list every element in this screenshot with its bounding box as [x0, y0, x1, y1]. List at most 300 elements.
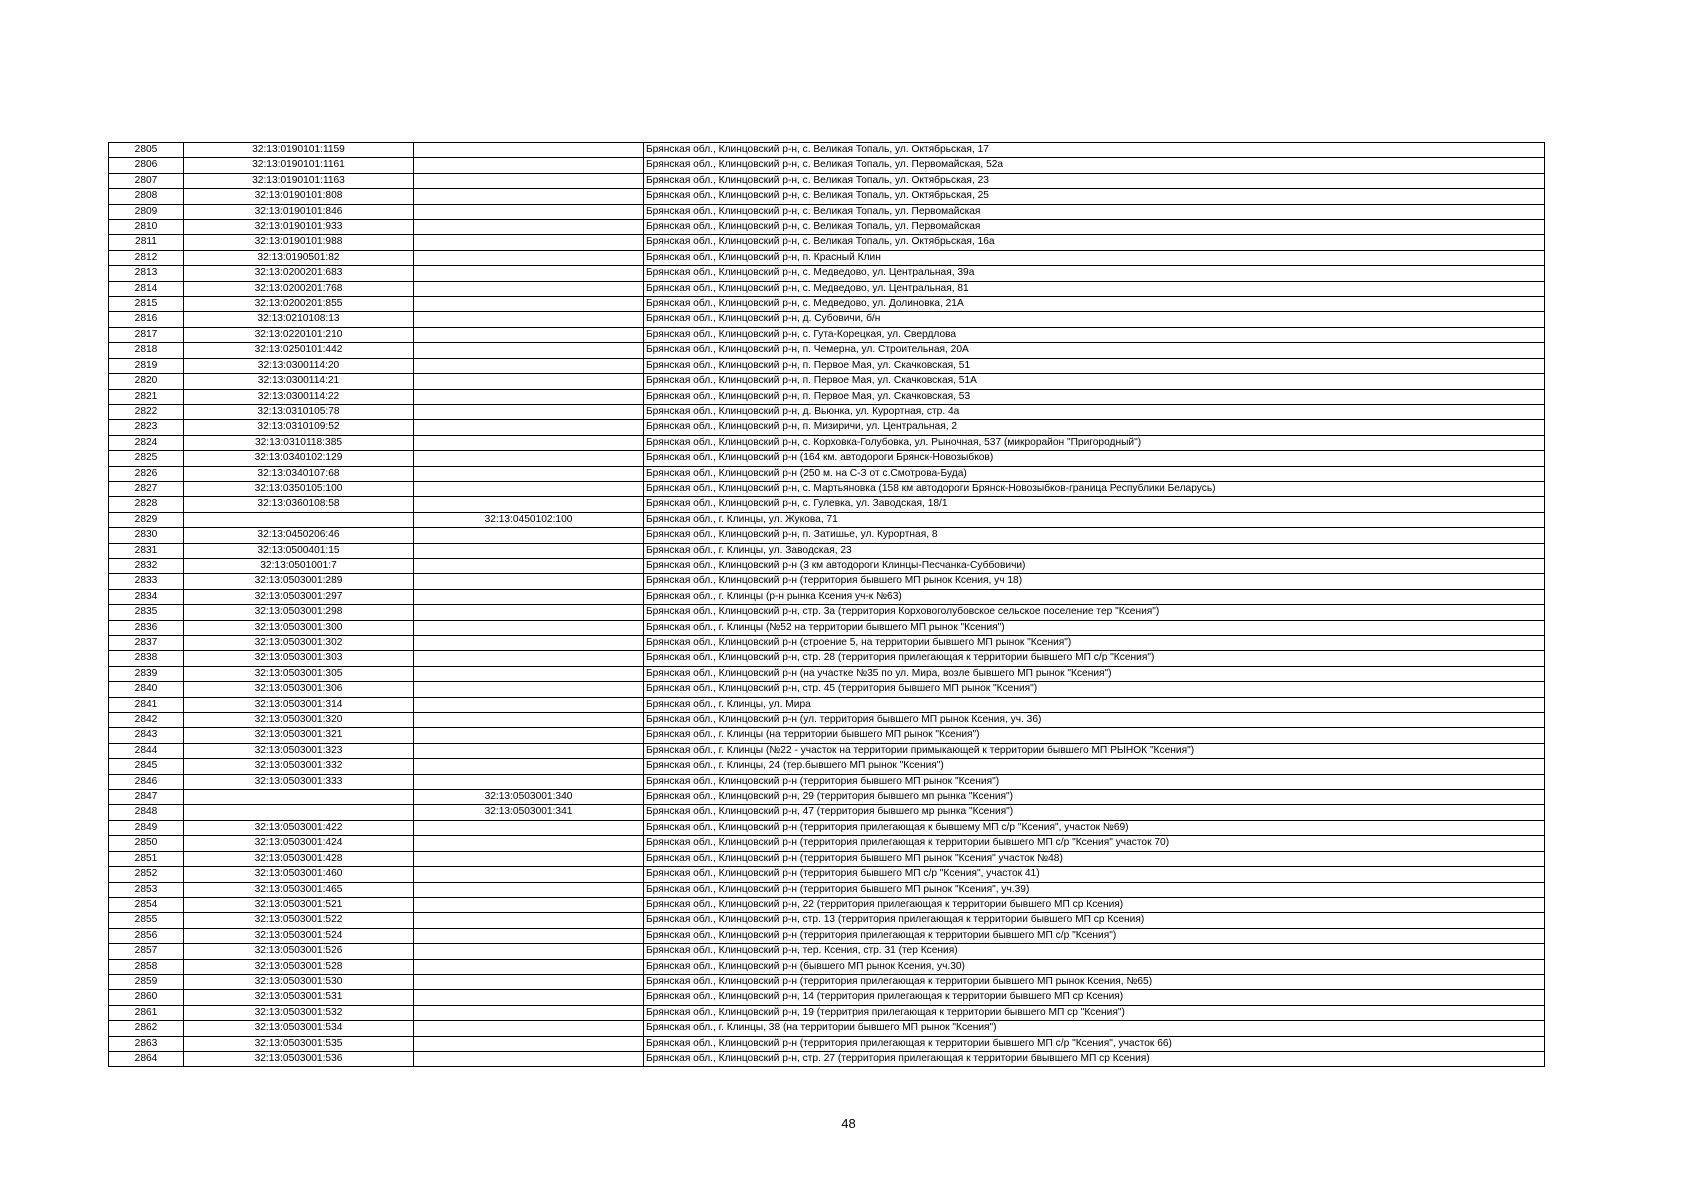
- row-number-cell: 2835: [109, 605, 184, 620]
- table-row: [109, 543, 1545, 558]
- address-cell: Брянская обл., Клинцовский р-н, с. Великая Топаль, ул. Октябрьская, 17: [644, 143, 1545, 158]
- table-row: [109, 420, 1545, 435]
- address-cell: Брянская обл., Клинцовский р-н (территория прилегающая к территории бывшего МП с/р "Ксения" участок 70): [644, 836, 1545, 851]
- cadastral-number-alt-cell: [414, 574, 644, 589]
- cadastral-number-alt-cell: [414, 882, 644, 897]
- row-number-cell: 2817: [109, 327, 184, 342]
- row-number-cell: 2812: [109, 250, 184, 265]
- address-cell: Брянская обл., г. Клинцы, 38 (на территории бывшего МП рынок "Ксения"): [644, 1021, 1545, 1036]
- cadastral-number-alt-cell: [414, 327, 644, 342]
- cadastral-number-cell: [184, 512, 414, 527]
- address-cell: Брянская обл., Клинцовский р-н (бывшего МП рынок Ксения, уч.30): [644, 959, 1545, 974]
- table-row: [109, 343, 1545, 358]
- cadastral-number-alt-cell: [414, 713, 644, 728]
- table-row: [109, 620, 1545, 635]
- cadastral-number-cell: 32:13:0220101:210: [184, 327, 414, 342]
- cadastral-number-cell: 32:13:0250101:442: [184, 343, 414, 358]
- cadastral-number-alt-cell: [414, 266, 644, 281]
- cadastral-number-alt-cell: [414, 528, 644, 543]
- row-number-cell: 2831: [109, 543, 184, 558]
- cadastral-number-cell: 32:13:0503001:314: [184, 697, 414, 712]
- cadastral-number-alt-cell: [414, 343, 644, 358]
- cadastral-number-alt-cell: [414, 897, 644, 912]
- cadastral-number-cell: 32:13:0190101:988: [184, 235, 414, 250]
- row-number-cell: 2837: [109, 636, 184, 651]
- row-number-cell: 2849: [109, 820, 184, 835]
- cadastral-number-alt-cell: [414, 743, 644, 758]
- cadastral-number-cell: 32:13:0200201:683: [184, 266, 414, 281]
- cadastral-number-alt-cell: [414, 682, 644, 697]
- cadastral-number-alt-cell: [414, 143, 644, 158]
- cadastral-number-cell: 32:13:0503001:305: [184, 666, 414, 681]
- cadastral-number-cell: 32:13:0190101:1163: [184, 173, 414, 188]
- address-cell: Брянская обл., Клинцовский р-н (территория прилегающая к территории бывшего МП с/р "Ксения"): [644, 928, 1545, 943]
- address-cell: Брянская обл., Клинцовский р-н, с. Гулевка, ул. Заводская, 18/1: [644, 497, 1545, 512]
- address-cell: Брянская обл., Клинцовский р-н, с. Великая Топаль, ул. Первомайская: [644, 220, 1545, 235]
- table-row: [109, 266, 1545, 281]
- cadastral-number-alt-cell: [414, 173, 644, 188]
- address-cell: Брянская обл., Клинцовский р-н, 19 (территрия прилегающая к территории бывшего МП ср "Ксения"): [644, 1005, 1545, 1020]
- cadastral-number-alt-cell: [414, 1005, 644, 1020]
- address-cell: Брянская обл., Клинцовский р-н, с. Медведово, ул. Долиновка, 21А: [644, 297, 1545, 312]
- table-row: [109, 497, 1545, 512]
- table-row: [109, 528, 1545, 543]
- address-cell: Брянская обл., Клинцовский р-н (территория прилегающая к бывшему МП с/р "Ксения", участок №69): [644, 820, 1545, 835]
- cadastral-number-cell: 32:13:0300114:22: [184, 389, 414, 404]
- table-row: [109, 605, 1545, 620]
- cadastral-number-cell: 32:13:0503001:531: [184, 990, 414, 1005]
- row-number-cell: 2839: [109, 666, 184, 681]
- cadastral-number-cell: 32:13:0310105:78: [184, 404, 414, 419]
- page-number: 48: [841, 1116, 856, 1131]
- cadastral-number-alt-cell: [414, 913, 644, 928]
- address-cell: Брянская обл., г. Клинцы (на территории бывшего МП рынок "Ксения"): [644, 728, 1545, 743]
- cadastral-number-cell: 32:13:0503001:332: [184, 759, 414, 774]
- address-cell: Брянская обл., Клинцовский р-н, п. Первое Мая, ул. Скачковская, 53: [644, 389, 1545, 404]
- cadastral-number-cell: 32:13:0190101:933: [184, 220, 414, 235]
- cadastral-number-cell: 32:13:0501001:7: [184, 558, 414, 573]
- table-row: [109, 281, 1545, 296]
- row-number-cell: 2823: [109, 420, 184, 435]
- address-cell: Брянская обл., Клинцовский р-н, стр. 3а (территория Корховоголубовское сельское поселение тер "Ксения"): [644, 605, 1545, 620]
- table-row: [109, 897, 1545, 912]
- table-row: [109, 435, 1545, 450]
- cadastral-number-alt-cell: [414, 666, 644, 681]
- address-cell: Брянская обл., Клинцовский р-н (ул. территория бывшего МП рынок Ксения, уч. 36): [644, 713, 1545, 728]
- row-number-cell: 2862: [109, 1021, 184, 1036]
- table-row: [109, 913, 1545, 928]
- row-number-cell: 2855: [109, 913, 184, 928]
- table-row: [109, 1051, 1545, 1066]
- cadastral-number-alt-cell: [414, 636, 644, 651]
- table-row: [109, 1005, 1545, 1020]
- row-number-cell: 2861: [109, 1005, 184, 1020]
- cadastral-number-alt-cell: [414, 435, 644, 450]
- cadastral-number-alt-cell: [414, 497, 644, 512]
- cadastral-number-alt-cell: [414, 558, 644, 573]
- cadastral-number-cell: 32:13:0503001:321: [184, 728, 414, 743]
- address-cell: Брянская обл., Клинцовский р-н, 14 (территория прилегающая к территории бывшего МП ср Ксения): [644, 990, 1545, 1005]
- row-number-cell: 2810: [109, 220, 184, 235]
- cadastral-number-cell: 32:13:0190501:82: [184, 250, 414, 265]
- address-cell: Брянская обл., Клинцовский р-н (территория бывшего МП рынок Ксения, уч 18): [644, 574, 1545, 589]
- table-row: [109, 759, 1545, 774]
- table-row: [109, 158, 1545, 173]
- address-cell: Брянская обл., Клинцовский р-н, п. Красный Клин: [644, 250, 1545, 265]
- cadastral-number-cell: 32:13:0503001:522: [184, 913, 414, 928]
- row-number-cell: 2830: [109, 528, 184, 543]
- address-cell: Брянская обл., Клинцовский р-н, с. Мартьяновка (158 км автодороги Брянск-Новозыбков-граница Республики Беларусь): [644, 481, 1545, 496]
- row-number-cell: 2841: [109, 697, 184, 712]
- cadastral-number-cell: 32:13:0310118:385: [184, 435, 414, 450]
- cadastral-number-alt-cell: [414, 620, 644, 635]
- cadastral-number-alt-cell: [414, 774, 644, 789]
- address-cell: Брянская обл., г. Клинцы, 24 (тер.бывшего МП рынок "Ксения"): [644, 759, 1545, 774]
- row-number-cell: 2826: [109, 466, 184, 481]
- table-row: [109, 143, 1545, 158]
- cadastral-number-alt-cell: 32:13:0450102:100: [414, 512, 644, 527]
- table-row: [109, 466, 1545, 481]
- cadastral-number-cell: 32:13:0190101:846: [184, 204, 414, 219]
- table-row: [109, 574, 1545, 589]
- table-row: [109, 697, 1545, 712]
- cadastral-number-cell: 32:13:0310109:52: [184, 420, 414, 435]
- cadastral-number-cell: 32:13:0503001:289: [184, 574, 414, 589]
- cadastral-number-cell: 32:13:0450206:46: [184, 528, 414, 543]
- row-number-cell: 2809: [109, 204, 184, 219]
- address-cell: Брянская обл., Клинцовский р-н, стр. 45 (территория бывшего МП рынок "Ксения"): [644, 682, 1545, 697]
- address-cell: Брянская обл., Клинцовский р-н, п. Затишье, ул. Курортная, 8: [644, 528, 1545, 543]
- cadastral-number-cell: 32:13:0503001:428: [184, 851, 414, 866]
- table-row: [109, 204, 1545, 219]
- row-number-cell: 2856: [109, 928, 184, 943]
- address-cell: Брянская обл., Клинцовский р-н (164 км. автодороги Брянск-Новозыбков): [644, 451, 1545, 466]
- table-row: [109, 805, 1545, 820]
- row-number-cell: 2853: [109, 882, 184, 897]
- table-row: [109, 682, 1545, 697]
- table-row: [109, 820, 1545, 835]
- table-row: [109, 451, 1545, 466]
- address-cell: Брянская обл., Клинцовский р-н, с. Великая Топаль, ул. Октябрьская, 23: [644, 173, 1545, 188]
- cadastral-number-cell: 32:13:0503001:333: [184, 774, 414, 789]
- cadastral-number-alt-cell: [414, 420, 644, 435]
- cadastral-number-alt-cell: [414, 697, 644, 712]
- table-row: [109, 651, 1545, 666]
- table-row: [109, 851, 1545, 866]
- cadastral-number-alt-cell: [414, 836, 644, 851]
- address-cell: Брянская обл., Клинцовский р-н, стр. 28 (территория прилегающая к территории бывшего МП с/р "Ксения"): [644, 651, 1545, 666]
- table-row: [109, 713, 1545, 728]
- row-number-cell: 2805: [109, 143, 184, 158]
- cadastral-number-cell: 32:13:0500401:15: [184, 543, 414, 558]
- address-cell: Брянская обл., Клинцовский р-н (территория прилегающая к территории бывшего МП рынок Ксения, №65): [644, 974, 1545, 989]
- cadastral-number-alt-cell: [414, 1036, 644, 1051]
- address-cell: Брянская обл., г. Клинцы, ул. Жукова, 71: [644, 512, 1545, 527]
- table-row: [109, 327, 1545, 342]
- row-number-cell: 2807: [109, 173, 184, 188]
- address-cell: Брянская обл., Клинцовский р-н, п. Первое Мая, ул. Скачковская, 51: [644, 358, 1545, 373]
- row-number-cell: 2829: [109, 512, 184, 527]
- cadastral-number-cell: 32:13:0190101:1161: [184, 158, 414, 173]
- cadastral-number-cell: [184, 805, 414, 820]
- address-cell: Брянская обл., Клинцовский р-н, с. Медведово, ул. Центральная, 39а: [644, 266, 1545, 281]
- row-number-cell: 2834: [109, 589, 184, 604]
- table-row: [109, 389, 1545, 404]
- cadastral-number-alt-cell: [414, 481, 644, 496]
- table-row: [109, 374, 1545, 389]
- table-row: [109, 220, 1545, 235]
- address-cell: Брянская обл., Клинцовский р-н, с. Гута-Корецкая, ул. Свердлова: [644, 327, 1545, 342]
- cadastral-number-cell: 32:13:0300114:20: [184, 358, 414, 373]
- cadastral-number-alt-cell: [414, 312, 644, 327]
- address-cell: Брянская обл., г. Клинцы, ул. Мира: [644, 697, 1545, 712]
- row-number-cell: 2818: [109, 343, 184, 358]
- cadastral-number-alt-cell: [414, 728, 644, 743]
- table-row: [109, 404, 1545, 419]
- registry-table-body: [109, 143, 1545, 1067]
- table-row: [109, 743, 1545, 758]
- cadastral-number-alt-cell: [414, 235, 644, 250]
- cadastral-number-cell: 32:13:0503001:297: [184, 589, 414, 604]
- address-cell: Брянская обл., Клинцовский р-н, с. Великая Топаль, ул. Октябрьская, 16а: [644, 235, 1545, 250]
- cadastral-number-alt-cell: [414, 358, 644, 373]
- cadastral-number-cell: 32:13:0503001:424: [184, 836, 414, 851]
- row-number-cell: 2806: [109, 158, 184, 173]
- cadastral-number-cell: 32:13:0503001:530: [184, 974, 414, 989]
- row-number-cell: 2858: [109, 959, 184, 974]
- row-number-cell: 2845: [109, 759, 184, 774]
- cadastral-number-cell: 32:13:0503001:536: [184, 1051, 414, 1066]
- cadastral-number-cell: 32:13:0503001:302: [184, 636, 414, 651]
- table-row: [109, 836, 1545, 851]
- address-cell: Брянская обл., Клинцовский р-н, с. Великая Топаль, ул. Первомайская, 52а: [644, 158, 1545, 173]
- address-cell: Брянская обл., Клинцовский р-н (250 м. на С-З от с.Смотрова-Буда): [644, 466, 1545, 481]
- cadastral-number-alt-cell: [414, 204, 644, 219]
- row-number-cell: 2825: [109, 451, 184, 466]
- cadastral-number-cell: 32:13:0503001:526: [184, 944, 414, 959]
- row-number-cell: 2814: [109, 281, 184, 296]
- cadastral-number-cell: 32:13:0503001:323: [184, 743, 414, 758]
- cadastral-number-alt-cell: [414, 1021, 644, 1036]
- row-number-cell: 2838: [109, 651, 184, 666]
- cadastral-number-alt-cell: [414, 250, 644, 265]
- address-cell: Брянская обл., Клинцовский р-н, 47 (территория бывшего мр рынка "Ксения"): [644, 805, 1545, 820]
- cadastral-number-alt-cell: [414, 374, 644, 389]
- table-row: [109, 974, 1545, 989]
- cadastral-number-cell: 32:13:0350105:100: [184, 481, 414, 496]
- cadastral-number-cell: 32:13:0503001:465: [184, 882, 414, 897]
- address-cell: Брянская обл., Клинцовский р-н (территория бывшего МП рынок "Ксения" участок №48): [644, 851, 1545, 866]
- table-row: [109, 189, 1545, 204]
- cadastral-number-alt-cell: [414, 820, 644, 835]
- row-number-cell: 2852: [109, 867, 184, 882]
- address-cell: Брянская обл., Клинцовский р-н (территория бывшего МП с/р "Ксения", участок 41): [644, 867, 1545, 882]
- address-cell: Брянская обл., Клинцовский р-н, тер. Ксения, стр. 31 (тер Ксения): [644, 944, 1545, 959]
- table-row: [109, 297, 1545, 312]
- row-number-cell: 2857: [109, 944, 184, 959]
- address-cell: Брянская обл., Клинцовский р-н, с. Великая Топаль, ул. Первомайская: [644, 204, 1545, 219]
- table-row: [109, 558, 1545, 573]
- address-cell: Брянская обл., Клинцовский р-н, 29 (территория бывшего мп рынка "Ксения"): [644, 790, 1545, 805]
- row-number-cell: 2820: [109, 374, 184, 389]
- table-row: [109, 790, 1545, 805]
- cadastral-number-cell: 32:13:0190101:1159: [184, 143, 414, 158]
- table-row: [109, 481, 1545, 496]
- row-number-cell: 2863: [109, 1036, 184, 1051]
- address-cell: Брянская обл., Клинцовский р-н (на участке №35 по ул. Мира, возле бывшего МП рынок "Ксения"): [644, 666, 1545, 681]
- address-cell: Брянская обл., Клинцовский р-н, с. Великая Топаль, ул. Октябрьская, 25: [644, 189, 1545, 204]
- cadastral-number-cell: [184, 790, 414, 805]
- cadastral-number-alt-cell: [414, 651, 644, 666]
- row-number-cell: 2813: [109, 266, 184, 281]
- row-number-cell: 2859: [109, 974, 184, 989]
- address-cell: Брянская обл., Клинцовский р-н, п. Мизиричи, ул. Центральная, 2: [644, 420, 1545, 435]
- row-number-cell: 2842: [109, 713, 184, 728]
- address-cell: Брянская обл., Клинцовский р-н (3 км автодороги Клинцы-Песчанка-Суббовичи): [644, 558, 1545, 573]
- cadastral-number-cell: 32:13:0503001:524: [184, 928, 414, 943]
- cadastral-number-alt-cell: [414, 543, 644, 558]
- cadastral-number-alt-cell: [414, 389, 644, 404]
- table-row: [109, 959, 1545, 974]
- address-cell: Брянская обл., г. Клинцы (№22 - участок на территории примыкающей к территории бывшего МП РЫНОК "Ксения"): [644, 743, 1545, 758]
- address-cell: Брянская обл., Клинцовский р-н (территория бывшего МП рынок "Ксения"): [644, 774, 1545, 789]
- cadastral-number-alt-cell: [414, 974, 644, 989]
- cadastral-number-alt-cell: [414, 990, 644, 1005]
- row-number-cell: 2848: [109, 805, 184, 820]
- address-cell: Брянская обл., Клинцовский р-н, 22 (территория прилегающая к территории бывшего МП ср Ксения): [644, 897, 1545, 912]
- table-row: [109, 512, 1545, 527]
- row-number-cell: 2846: [109, 774, 184, 789]
- cadastral-number-cell: 32:13:0503001:521: [184, 897, 414, 912]
- table-row: [109, 944, 1545, 959]
- row-number-cell: 2844: [109, 743, 184, 758]
- cadastral-number-cell: 32:13:0503001:298: [184, 605, 414, 620]
- address-cell: Брянская обл., Клинцовский р-н, стр. 13 (территория прилегающая к территории бывшего МП ср Ксения): [644, 913, 1545, 928]
- address-cell: Брянская обл., г. Клинцы, ул. Заводская, 23: [644, 543, 1545, 558]
- row-number-cell: 2822: [109, 404, 184, 419]
- cadastral-number-alt-cell: [414, 605, 644, 620]
- address-cell: Брянская обл., Клинцовский р-н, д. Вьюнка, ул. Курортная, стр. 4а: [644, 404, 1545, 419]
- cadastral-number-alt-cell: [414, 466, 644, 481]
- table-row: [109, 312, 1545, 327]
- cadastral-number-cell: 32:13:0503001:528: [184, 959, 414, 974]
- table-row: [109, 173, 1545, 188]
- cadastral-number-cell: 32:13:0190101:808: [184, 189, 414, 204]
- table-row: [109, 358, 1545, 373]
- row-number-cell: 2816: [109, 312, 184, 327]
- cadastral-number-alt-cell: [414, 404, 644, 419]
- row-number-cell: 2827: [109, 481, 184, 496]
- cadastral-number-alt-cell: [414, 959, 644, 974]
- row-number-cell: 2833: [109, 574, 184, 589]
- table-row: [109, 882, 1545, 897]
- cadastral-number-cell: 32:13:0503001:422: [184, 820, 414, 835]
- cadastral-number-alt-cell: 32:13:0503001:340: [414, 790, 644, 805]
- table-row: [109, 1036, 1545, 1051]
- cadastral-number-alt-cell: [414, 189, 644, 204]
- row-number-cell: 2832: [109, 558, 184, 573]
- cadastral-number-alt-cell: 32:13:0503001:341: [414, 805, 644, 820]
- cadastral-number-alt-cell: [414, 589, 644, 604]
- cadastral-number-cell: 32:13:0340107:68: [184, 466, 414, 481]
- cadastral-number-alt-cell: [414, 220, 644, 235]
- cadastral-number-cell: 32:13:0340102:129: [184, 451, 414, 466]
- address-cell: Брянская обл., Клинцовский р-н (строение 5, на территории бывшего МП рынок "Ксения"): [644, 636, 1545, 651]
- table-row: [109, 928, 1545, 943]
- row-number-cell: 2828: [109, 497, 184, 512]
- row-number-cell: 2819: [109, 358, 184, 373]
- row-number-cell: 2808: [109, 189, 184, 204]
- cadastral-number-cell: 32:13:0503001:532: [184, 1005, 414, 1020]
- table-row: [109, 728, 1545, 743]
- row-number-cell: 2811: [109, 235, 184, 250]
- cadastral-number-cell: 32:13:0503001:535: [184, 1036, 414, 1051]
- row-number-cell: 2836: [109, 620, 184, 635]
- cadastral-number-alt-cell: [414, 1051, 644, 1066]
- address-cell: Брянская обл., Клинцовский р-н, с. Медведово, ул. Центральная, 81: [644, 281, 1545, 296]
- address-cell: Брянская обл., Клинцовский р-н (территория прилегающая к территории бывшего МП с/р "Ксения", участок 66): [644, 1036, 1545, 1051]
- cadastral-number-alt-cell: [414, 944, 644, 959]
- address-cell: Брянская обл., Клинцовский р-н, п. Первое Мая, ул. Скачковская, 51А: [644, 374, 1545, 389]
- row-number-cell: 2815: [109, 297, 184, 312]
- table-row: [109, 990, 1545, 1005]
- row-number-cell: 2821: [109, 389, 184, 404]
- cadastral-number-cell: 32:13:0503001:320: [184, 713, 414, 728]
- table-row: [109, 589, 1545, 604]
- cadastral-number-cell: 32:13:0200201:855: [184, 297, 414, 312]
- table-row: [109, 867, 1545, 882]
- table-row: [109, 636, 1545, 651]
- row-number-cell: 2860: [109, 990, 184, 1005]
- registry-table: [108, 142, 1545, 1067]
- table-row: [109, 1021, 1545, 1036]
- cadastral-number-alt-cell: [414, 451, 644, 466]
- registry-table-container: [108, 142, 1544, 1067]
- row-number-cell: 2843: [109, 728, 184, 743]
- table-row: [109, 666, 1545, 681]
- row-number-cell: 2824: [109, 435, 184, 450]
- address-cell: Брянская обл., г. Клинцы (р-н рынка Ксения уч-к №63): [644, 589, 1545, 604]
- cadastral-number-alt-cell: [414, 281, 644, 296]
- cadastral-number-cell: 32:13:0503001:306: [184, 682, 414, 697]
- row-number-cell: 2851: [109, 851, 184, 866]
- address-cell: Брянская обл., Клинцовский р-н (территория бывшего МП рынок "Ксения", уч.39): [644, 882, 1545, 897]
- cadastral-number-alt-cell: [414, 928, 644, 943]
- address-cell: Брянская обл., г. Клинцы (№52 на территории бывшего МП рынок "Ксения"): [644, 620, 1545, 635]
- cadastral-number-cell: 32:13:0503001:460: [184, 867, 414, 882]
- cadastral-number-cell: 32:13:0210108:13: [184, 312, 414, 327]
- cadastral-number-alt-cell: [414, 158, 644, 173]
- cadastral-number-alt-cell: [414, 297, 644, 312]
- address-cell: Брянская обл., Клинцовский р-н, п. Чемерна, ул. Строительная, 20А: [644, 343, 1545, 358]
- cadastral-number-cell: 32:13:0503001:303: [184, 651, 414, 666]
- cadastral-number-cell: 32:13:0300114:21: [184, 374, 414, 389]
- address-cell: Брянская обл., Клинцовский р-н, стр. 27 (территория прилегающая к территории бвывшего МП ср Ксения): [644, 1051, 1545, 1066]
- table-row: [109, 774, 1545, 789]
- table-row: [109, 235, 1545, 250]
- row-number-cell: 2847: [109, 790, 184, 805]
- cadastral-number-alt-cell: [414, 867, 644, 882]
- cadastral-number-cell: 32:13:0200201:768: [184, 281, 414, 296]
- cadastral-number-cell: 32:13:0360108:58: [184, 497, 414, 512]
- row-number-cell: 2840: [109, 682, 184, 697]
- row-number-cell: 2850: [109, 836, 184, 851]
- table-row: [109, 250, 1545, 265]
- cadastral-number-cell: 32:13:0503001:534: [184, 1021, 414, 1036]
- row-number-cell: 2864: [109, 1051, 184, 1066]
- cadastral-number-cell: 32:13:0503001:300: [184, 620, 414, 635]
- address-cell: Брянская обл., Клинцовский р-н, д. Субовичи, б/н: [644, 312, 1545, 327]
